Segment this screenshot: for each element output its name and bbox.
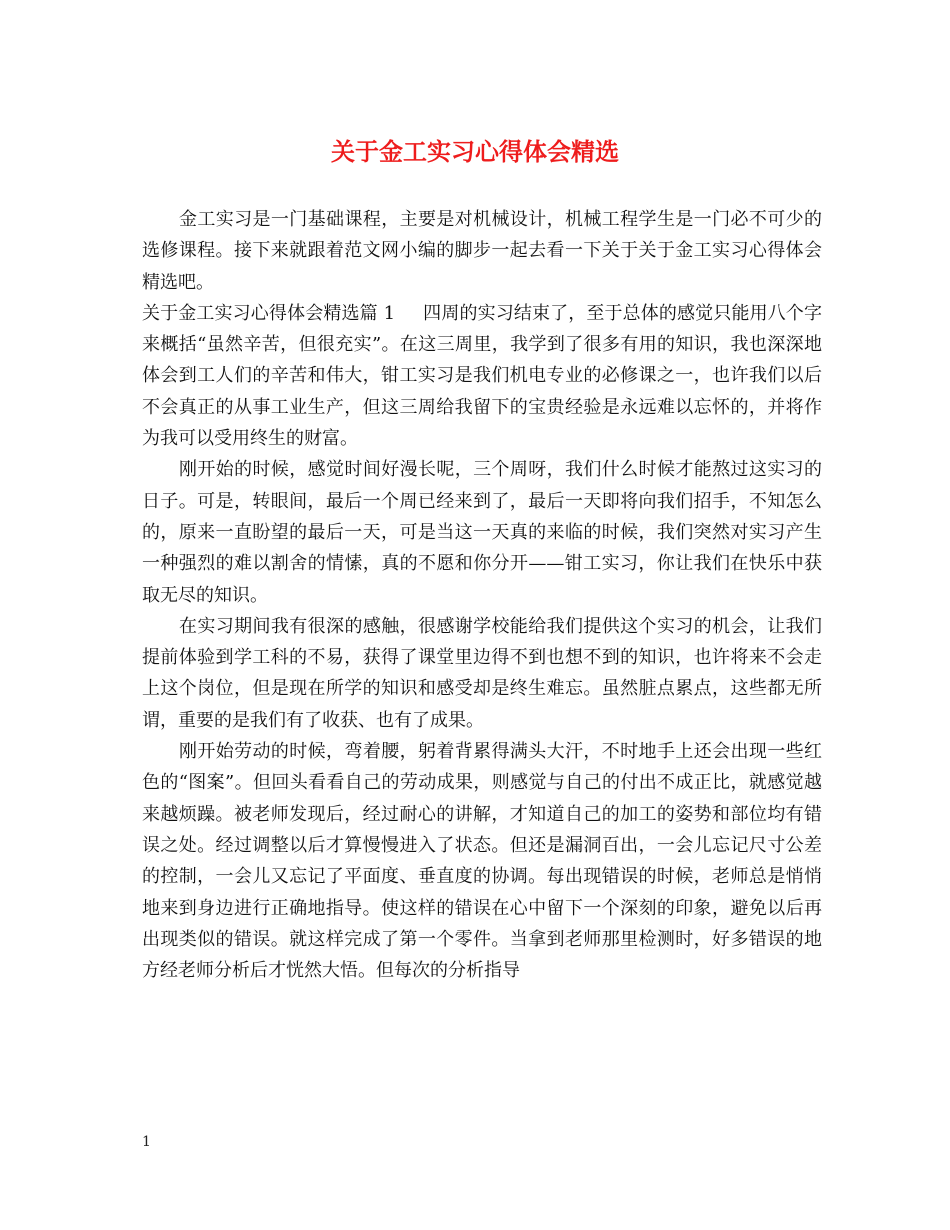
section-lead-text: 四周的实习结束了，至于总体的感觉只能用八个字来概括“虽然辛苦，但很充实”。在这三周里，我学到了很多有用的知识，我也深深地体会到工人们的辛苦和伟大，钳工实习是我们机电专业的必修课之一，也许我们以后不会真正的从事工业生产，但这三周给我留下的宝贵经验是永远难以忘怀的，并将作为我可以受用终生的财富。 bbox=[142, 302, 822, 450]
page-number: 1 bbox=[142, 1134, 151, 1150]
intro-paragraph: 金工实习是一门基础课程，主要是对机械设计，机械工程学生是一门必不可少的选修课程。接下来就跟着范文网小编的脚步一起去看一下关于关于金工实习心得体会精选吧。 bbox=[142, 209, 822, 293]
body-paragraph-2: 在实习期间我有很深的感触，很感谢学校能给我们提供这个实习的机会，让我们提前体验到学工科的不易，获得了课堂里边得不到也想不到的知识，也许将来不会走上这个岗位，但是现在所学的知识和感受却是终生难忘。虽然脏点累点，这些都无所谓，重要的是我们有了收获、也有了成果。 bbox=[142, 615, 822, 731]
body-paragraph-3: 刚开始劳动的时候，弯着腰，躬着背累得满头大汗，不时地手上还会出现一些红色的“图案”。但回头看看自己的劳动成果，则感觉与自己的付出不成正比，就感觉越来越烦躁。被老师发现后，经过耐心的讲解，才知道自己的加工的姿势和部位均有错误之处。经过调整以后才算慢慢进入了状态。但还是漏洞百出，一会儿忘记尺寸公差的控制，一会儿又忘记了平面度、垂直度的协调。每出现错误的时候，老师总是悄悄地来到身边进行正确地指导。使这样的错误在心中留下一个深刻的印象，避免以后再出现类似的错误。就这样完成了第一个零件。当拿到老师那里检测时，好多错误的地方经老师分析后才恍然大悟。但每次的分析指导 bbox=[142, 741, 822, 982]
document-body bbox=[142, 204, 822, 986]
section-heading: 关于金工实习心得体会精选篇 1 bbox=[142, 302, 396, 324]
document-title: 关于金工实习心得体会精选 bbox=[331, 138, 619, 166]
body-paragraph-1: 刚开始的时候，感觉时间好漫长呢，三个周呀，我们什么时候才能熬过这实习的日子。可是，转眼间，最后一个周已经来到了，最后一天即将向我们招手，不知怎么的，原来一直盼望的最后一天，可是当这一天真的来临的时候，我们突然对实习产生一种强烈的难以割舍的情愫，真的不愿和你分开——钳工实习，你让我们在快乐中获取无尽的知识。 bbox=[142, 459, 822, 606]
section-paragraph bbox=[142, 298, 822, 454]
